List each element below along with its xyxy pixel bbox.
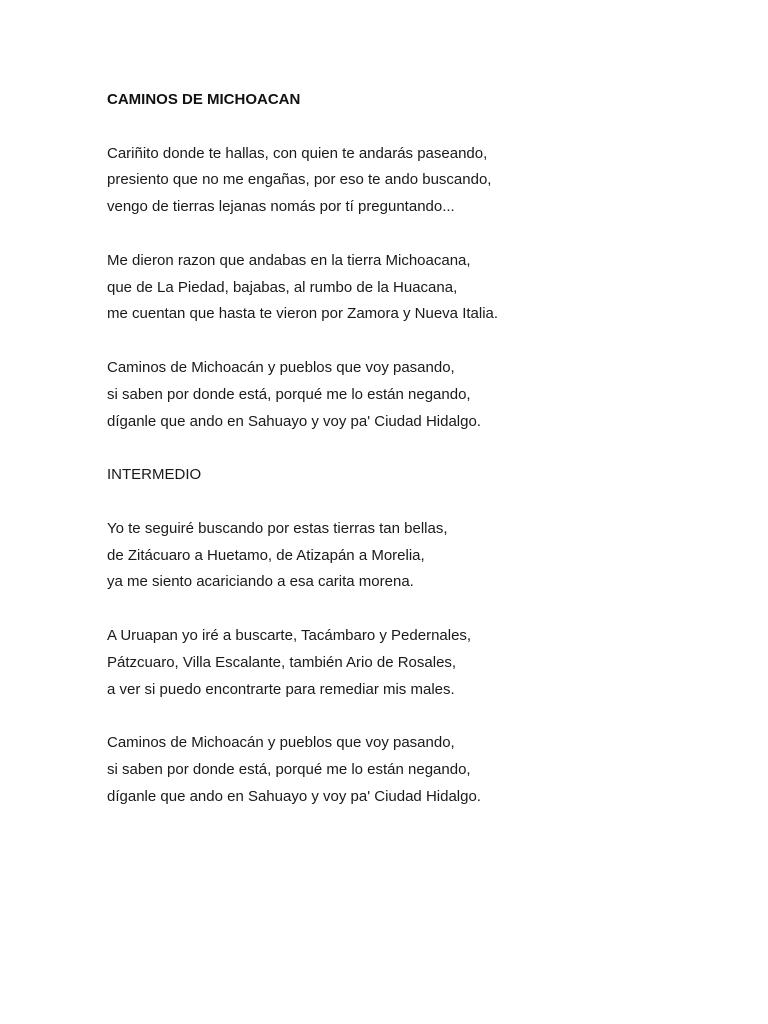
verse-line: díganle que ando en Sahuayo y voy pa' Ciudad Hidalgo. [107, 412, 481, 430]
stanza-5 [107, 623, 727, 703]
stanza-gap [107, 596, 727, 623]
verse-line: Caminos de Michoacán y pueblos que voy pasando, [107, 734, 455, 752]
verse-line: Yo te seguiré buscando por estas tierras tan bellas, [107, 519, 448, 537]
verse-line: si saben por donde está, porqué me lo están negando, [107, 385, 471, 403]
stanza-intermedio [107, 462, 727, 489]
document-body [107, 87, 727, 811]
stanza-gap [107, 114, 727, 141]
verse-line: A Uruapan yo iré a buscarte, Tacámbaro y Pedernales, [107, 626, 472, 644]
stanza-gap [107, 435, 727, 462]
stanza-2 [107, 248, 727, 328]
verse-line: presiento que no me engañas, por eso te ando buscando, [107, 171, 492, 189]
verse-line: me cuentan que hasta te vieron por Zamora y Nueva Italia. [107, 305, 499, 323]
verse-line: vengo de tierras lejanas nomás por tí preguntando... [107, 198, 455, 216]
verse-line: que de La Piedad, bajabas, al rumbo de la Huacana, [107, 278, 458, 296]
stanza-gap [107, 489, 727, 516]
stanza-4 [107, 516, 727, 596]
stanza-6-chorus [107, 730, 727, 810]
stanza-gap [107, 221, 727, 248]
verse-line: díganle que ando en Sahuayo y voy pa' Ciudad Hidalgo. [107, 787, 481, 805]
stanza-1 [107, 141, 727, 221]
song-title: CAMINOS DE MICHOACAN [107, 91, 301, 108]
section-label: INTERMEDIO [107, 466, 202, 484]
stanza-gap [107, 703, 727, 730]
verse-line: Pátzcuaro, Villa Escalante, también Ario de Rosales, [107, 653, 457, 671]
verse-line: ya me siento acariciando a esa carita morena. [107, 573, 414, 591]
verse-line: Cariñito donde te hallas, con quien te andarás paseando, [107, 144, 488, 162]
verse-line: si saben por donde está, porqué me lo están negando, [107, 760, 471, 778]
verse-line: Caminos de Michoacán y pueblos que voy pasando, [107, 358, 455, 376]
stanza-gap [107, 328, 727, 355]
verse-line: a ver si puedo encontrarte para remediar mis males. [107, 680, 455, 698]
stanza-3-chorus [107, 355, 727, 435]
verse-line: Me dieron razon que andabas en la tierra Michoacana, [107, 251, 471, 269]
verse-line: de Zitácuaro a Huetamo, de Atizapán a Morelia, [107, 546, 425, 564]
